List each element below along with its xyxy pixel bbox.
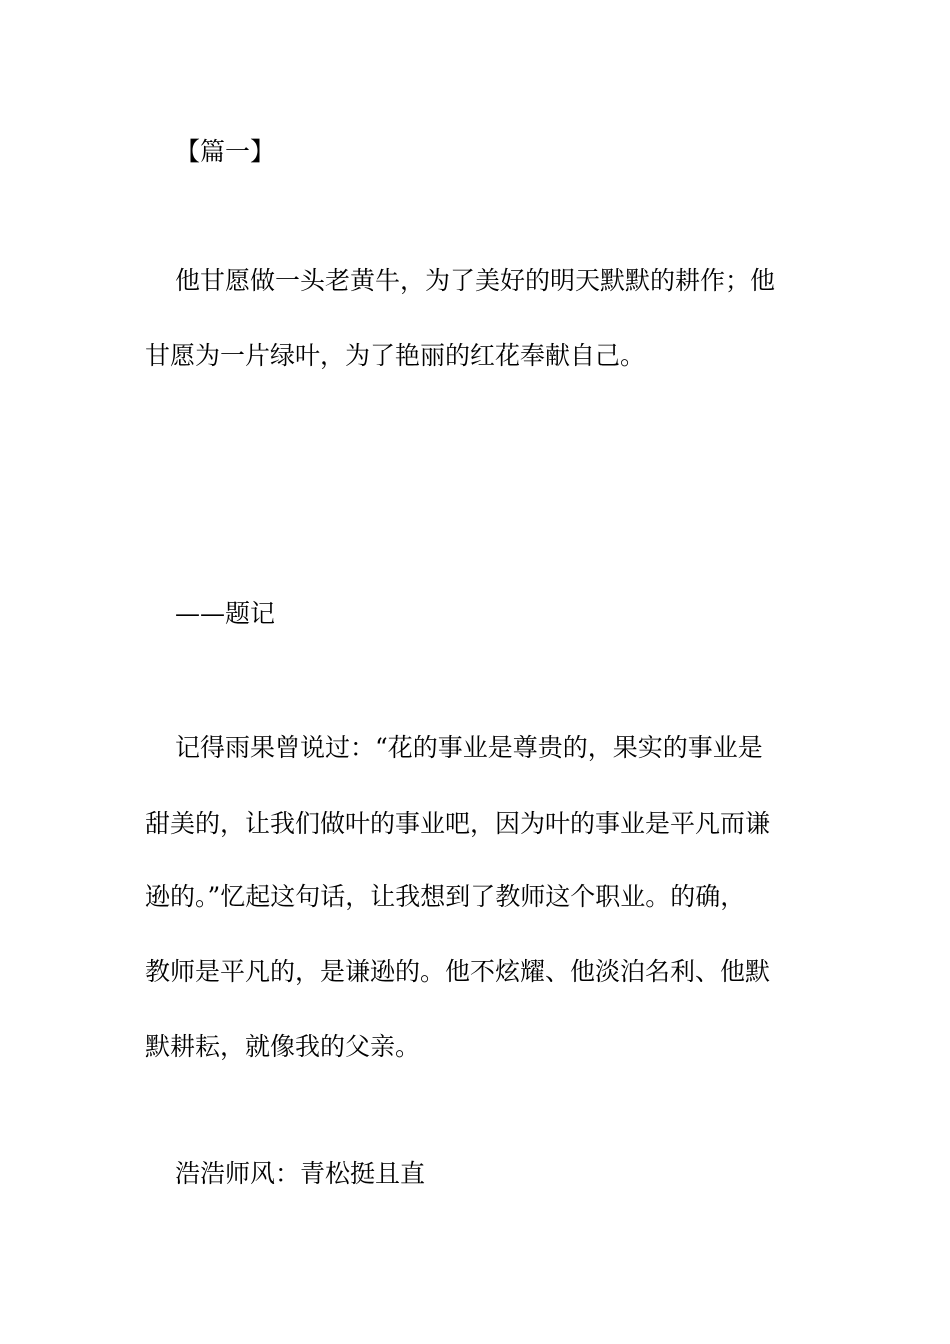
body-text-5: 默耕耘，就像我的父亲。 [145, 1032, 421, 1061]
epigraph-line-1 [145, 268, 845, 293]
subheading-text: 浩浩师风：青松挺且直 [175, 1159, 426, 1188]
body-text-1: 记得雨果曾说过：“花的事业是尊贵的，果实的事业是 [175, 733, 763, 762]
body-line-3 [145, 884, 815, 909]
body-text-3: 逊的。”忆起这句话，让我想到了教师这个职业。的确， [145, 882, 746, 911]
epigraph-text-1: 他甘愿做一头老黄牛，为了美好的明天默默的耕作；他 [175, 266, 776, 295]
body-line-5 [145, 1034, 815, 1059]
subheading [145, 1161, 845, 1186]
epigraph-text-2: 甘愿为一片绿叶，为了艳丽的红花奉献自己。 [145, 341, 646, 370]
body-line-1 [145, 735, 845, 760]
attribution-text: ——题记 [175, 599, 276, 628]
epigraph-line-2 [145, 343, 815, 368]
body-line-2 [145, 811, 815, 836]
section-heading [145, 139, 845, 164]
section-heading-text: 【篇一】 [175, 137, 276, 166]
body-line-4 [145, 959, 815, 984]
epigraph-attribution [145, 601, 845, 626]
body-text-2: 甜美的，让我们做叶的事业吧，因为叶的事业是平凡而谦 [145, 809, 771, 838]
body-text-4: 教师是平凡的，是谦逊的。他不炫耀、他淡泊名利、他默 [145, 957, 771, 986]
